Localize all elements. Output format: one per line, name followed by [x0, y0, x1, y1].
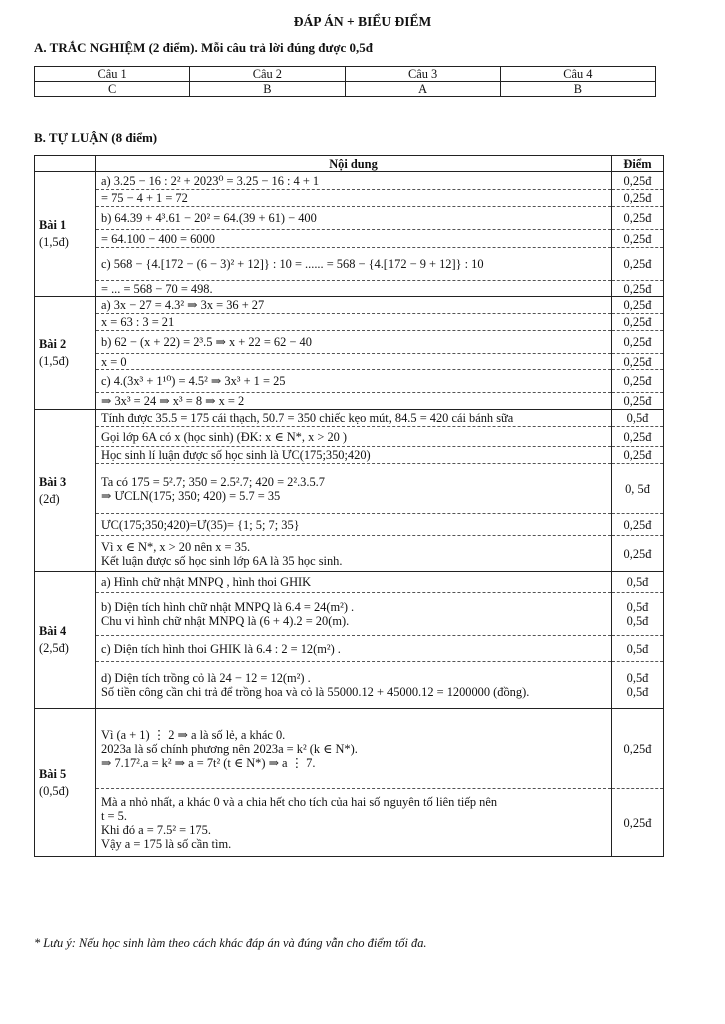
score-cell [612, 636, 664, 662]
mc-header-row [35, 67, 656, 82]
section-a-heading: A. TRẮC NGHIỆM (2 điểm). Mỗi câu trả lời đúng được 0,5đ [34, 40, 374, 55]
score-cell [612, 248, 664, 281]
content-cell [96, 593, 612, 636]
content-cell [96, 536, 612, 572]
content-line: Gọi lớp 6A có x (học sinh) (ĐK: x ∈ N*, x > 20 ) [101, 429, 348, 444]
score-cell [612, 514, 664, 536]
content-cell [96, 207, 612, 230]
score-value: 0,25đ [623, 173, 652, 188]
score-value: 0,5đ [626, 641, 649, 656]
score-cell [612, 447, 664, 464]
table-row [35, 709, 664, 789]
content-line: Vậy a = 175 là số cần tìm. [101, 836, 232, 851]
content-line: Vì (a + 1) ⋮ 2 ⇒ a là số lẻ, a khác 0. [101, 727, 286, 742]
section-b-heading: B. TỰ LUẬN (8 điểm) [34, 130, 158, 145]
mc-answer-cell: B [500, 82, 655, 97]
score-value: 0, 5đ [625, 481, 650, 496]
content-cell [96, 248, 612, 281]
content-cell [96, 636, 612, 662]
table-row [35, 331, 664, 354]
problem-points: (2,5đ) [39, 641, 69, 655]
problem-points: (0,5đ) [39, 783, 69, 798]
content-line: b) Diện tích hình chữ nhật MNPQ là 6.4 = 24(m²) . [101, 600, 355, 614]
score-cell [612, 410, 664, 427]
footnote: * Lưu ý: Nếu học sinh làm theo cách khác đáp án và đúng vẫn cho điểm tối đa. [34, 936, 427, 950]
content-line: a) 3x − 27 = 4.3² ⇒ 3x = 36 + 27 [101, 298, 265, 312]
score-value: 0,25đ [623, 546, 652, 561]
problem-name: Bài 3 [39, 474, 67, 489]
content-cell [96, 514, 612, 536]
table-row [35, 230, 664, 248]
score-cell [612, 297, 664, 314]
score-value: 0,25đ [623, 211, 652, 225]
score-cell [612, 593, 664, 636]
score-cell [612, 789, 664, 857]
content-line: Mà a nhỏ nhất, a khác 0 và a chia hết cho tích của hai số nguyên tố liên tiếp nên [101, 794, 498, 809]
score-value: 0,25đ [623, 315, 652, 329]
content-line: Kết luận được số học sinh lớp 6A là 35 học sinh. [101, 553, 343, 568]
content-cell [96, 354, 612, 370]
score-value: 0,25đ [623, 281, 652, 296]
content-line: Chu vi hình chữ nhật MNPQ là (6 + 4).2 = 20(m). [101, 614, 350, 628]
content-line: = 75 − 4 + 1 = 72 [101, 191, 188, 205]
score-cell [612, 370, 664, 393]
table-row [35, 314, 664, 331]
content-line: ⇒ 7.17².a = k² ⇒ a = 7t² (t ∈ N*) ⇒ a ⋮ 7. [101, 755, 316, 770]
content-cell [96, 572, 612, 593]
content-line: a) Hình chữ nhật MNPQ , hình thoi GHIK [101, 575, 312, 589]
score-cell [612, 354, 664, 370]
content-line: Ta có 175 = 5².7; 350 = 2.5².7; 420 = 2².3.5.7 [101, 474, 325, 489]
content-cell [96, 427, 612, 447]
multiple-choice-table [34, 66, 656, 97]
score-value: 0,5đ [626, 411, 649, 425]
content-line: c) 4.(3x³ + 1¹⁰) = 4.5² ⇒ 3x³ + 1 = 25 [101, 374, 286, 388]
score-header: Điểm [612, 156, 664, 172]
score-value: 0,5đ [626, 600, 649, 614]
content-header: Nội dung [96, 156, 612, 172]
content-cell [96, 789, 612, 857]
score-value: 0,25đ [623, 335, 652, 349]
content-line: ⇒ ƯCLN(175; 350; 420) = 5.7 = 35 [101, 488, 281, 503]
content-line: ⇒ 3x³ = 24 ⇒ x³ = 8 ⇒ x = 2 [101, 394, 245, 408]
content-cell [96, 464, 612, 514]
table-row [35, 662, 664, 709]
mc-answer-cell: A [345, 82, 500, 97]
problem-label [35, 572, 96, 709]
blank-header-cell [35, 156, 96, 172]
content-line: ƯC(175;350;420)=Ư(35)= {1; 5; 7; 35} [101, 517, 300, 532]
score-value: 0,25đ [623, 517, 652, 532]
table-row [35, 447, 664, 464]
score-cell [612, 662, 664, 709]
content-line: a) 3.25 − 16 : 2² + 2023⁰ = 3.25 − 16 : 4 + 1 [101, 173, 320, 188]
score-value: 0,25đ [623, 298, 652, 312]
score-cell [612, 709, 664, 789]
score-cell [612, 230, 664, 248]
score-value: 0,5đ [626, 685, 649, 699]
problem-points: (1,5đ) [39, 235, 69, 249]
score-value: 0,25đ [623, 741, 652, 756]
page-title: ĐÁP ÁN + BIỂU ĐIỂM [293, 14, 432, 29]
score-value: 0,5đ [626, 614, 649, 628]
content-cell [96, 230, 612, 248]
content-line: b) 64.39 + 4³.61 − 20² = 64.(39 + 61) − 400 [101, 211, 317, 225]
content-cell [96, 297, 612, 314]
score-value: 0,5đ [626, 671, 649, 685]
table-row [35, 281, 664, 297]
content-line: 2023a là số chính phương nên 2023a = k² (k ∈ N*). [101, 741, 358, 756]
score-value: 0,25đ [623, 231, 652, 246]
content-line: Vì x ∈ N*, x > 20 nên x = 35. [101, 539, 251, 554]
score-value: 0,25đ [623, 815, 652, 830]
score-value: 0,25đ [623, 191, 652, 205]
content-cell [96, 190, 612, 207]
score-cell [612, 393, 664, 410]
table-row [35, 514, 664, 536]
content-line: Khi đó a = 7.5² = 175. [101, 822, 211, 837]
score-cell [612, 314, 664, 331]
content-cell [96, 331, 612, 354]
problem-label [35, 709, 96, 857]
score-value: 0,25đ [623, 429, 652, 444]
mc-answer-cell: B [190, 82, 345, 97]
content-cell [96, 447, 612, 464]
content-cell [96, 393, 612, 410]
content-cell [96, 370, 612, 393]
score-cell [612, 572, 664, 593]
problem-name: Bài 2 [39, 337, 67, 351]
content-cell [96, 662, 612, 709]
content-line: Học sinh lí luận được số học sinh là ƯC(175;350;420) [101, 448, 371, 462]
table-row [35, 190, 664, 207]
table-row [35, 789, 664, 857]
score-cell [612, 536, 664, 572]
problem-points: (2đ) [39, 491, 60, 506]
score-value: 0,25đ [623, 354, 652, 369]
content-line: c) Diện tích hình thoi GHIK là 6.4 : 2 = 12(m²) . [101, 641, 341, 656]
table-row [35, 172, 664, 190]
mc-header-cell: Câu 4 [500, 67, 655, 82]
content-cell [96, 172, 612, 190]
table-row [35, 410, 664, 427]
content-line: b) 62 − (x + 22) = 2³.5 ⇒ x + 22 = 62 − 40 [101, 335, 312, 349]
table-row [35, 636, 664, 662]
problem-name: Bài 1 [39, 218, 67, 232]
score-value: 0,25đ [623, 394, 652, 408]
problem-label [35, 410, 96, 572]
content-line: Số tiền công cần chi trả để trồng hoa và cỏ là 55000.12 + 45000.12 = 1200000 (đồng). [101, 685, 530, 699]
table-row [35, 536, 664, 572]
table-row [35, 464, 664, 514]
score-cell [612, 464, 664, 514]
table-row [35, 207, 664, 230]
table-row [35, 354, 664, 370]
mc-answer-cell: C [35, 82, 190, 97]
mc-header-cell: Câu 1 [35, 67, 190, 82]
score-cell [612, 172, 664, 190]
table-row [35, 297, 664, 314]
score-cell [612, 207, 664, 230]
table-row [35, 572, 664, 593]
problem-label [35, 172, 96, 297]
answer-key-table [34, 155, 664, 857]
score-cell [612, 281, 664, 297]
problem-points: (1,5đ) [39, 354, 69, 368]
score-value: 0,25đ [623, 257, 652, 271]
content-line: x = 63 : 3 = 21 [101, 315, 175, 329]
score-cell [612, 331, 664, 354]
table-row [35, 370, 664, 393]
content-line: x = 0 [101, 354, 127, 369]
content-line: = ... = 568 − 70 = 498. [101, 281, 213, 296]
table-row [35, 427, 664, 447]
content-line: t = 5. [101, 808, 127, 823]
mc-header-cell: Câu 2 [190, 67, 345, 82]
problem-name: Bài 5 [39, 766, 67, 781]
content-line: Tính được 35.5 = 175 cái thạch, 50.7 = 350 chiếc kẹo mút, 84.5 = 420 cái bánh sữa [101, 411, 514, 425]
content-cell [96, 314, 612, 331]
table-row [35, 593, 664, 636]
content-line: = 64.100 − 400 = 6000 [101, 231, 215, 246]
score-cell [612, 190, 664, 207]
content-line: c) 568 − {4.[172 − (6 − 3)² + 12]} : 10 = ...... = 568 − {4.[172 − 9 + 12]} : 10 [101, 257, 484, 271]
score-value: 0,25đ [623, 448, 652, 462]
content-line: d) Diện tích trồng cỏ là 24 − 12 = 12(m²) . [101, 671, 311, 685]
problem-name: Bài 4 [39, 624, 67, 638]
problem-label [35, 297, 96, 410]
table-row [35, 393, 664, 410]
score-cell [612, 427, 664, 447]
score-value: 0,25đ [623, 374, 652, 388]
content-cell [96, 709, 612, 789]
content-cell [96, 281, 612, 297]
mc-header-cell: Câu 3 [345, 67, 500, 82]
content-cell [96, 410, 612, 427]
table-header-row [35, 156, 664, 172]
mc-answer-row [35, 82, 656, 97]
table-row [35, 248, 664, 281]
score-value: 0,5đ [626, 575, 649, 589]
